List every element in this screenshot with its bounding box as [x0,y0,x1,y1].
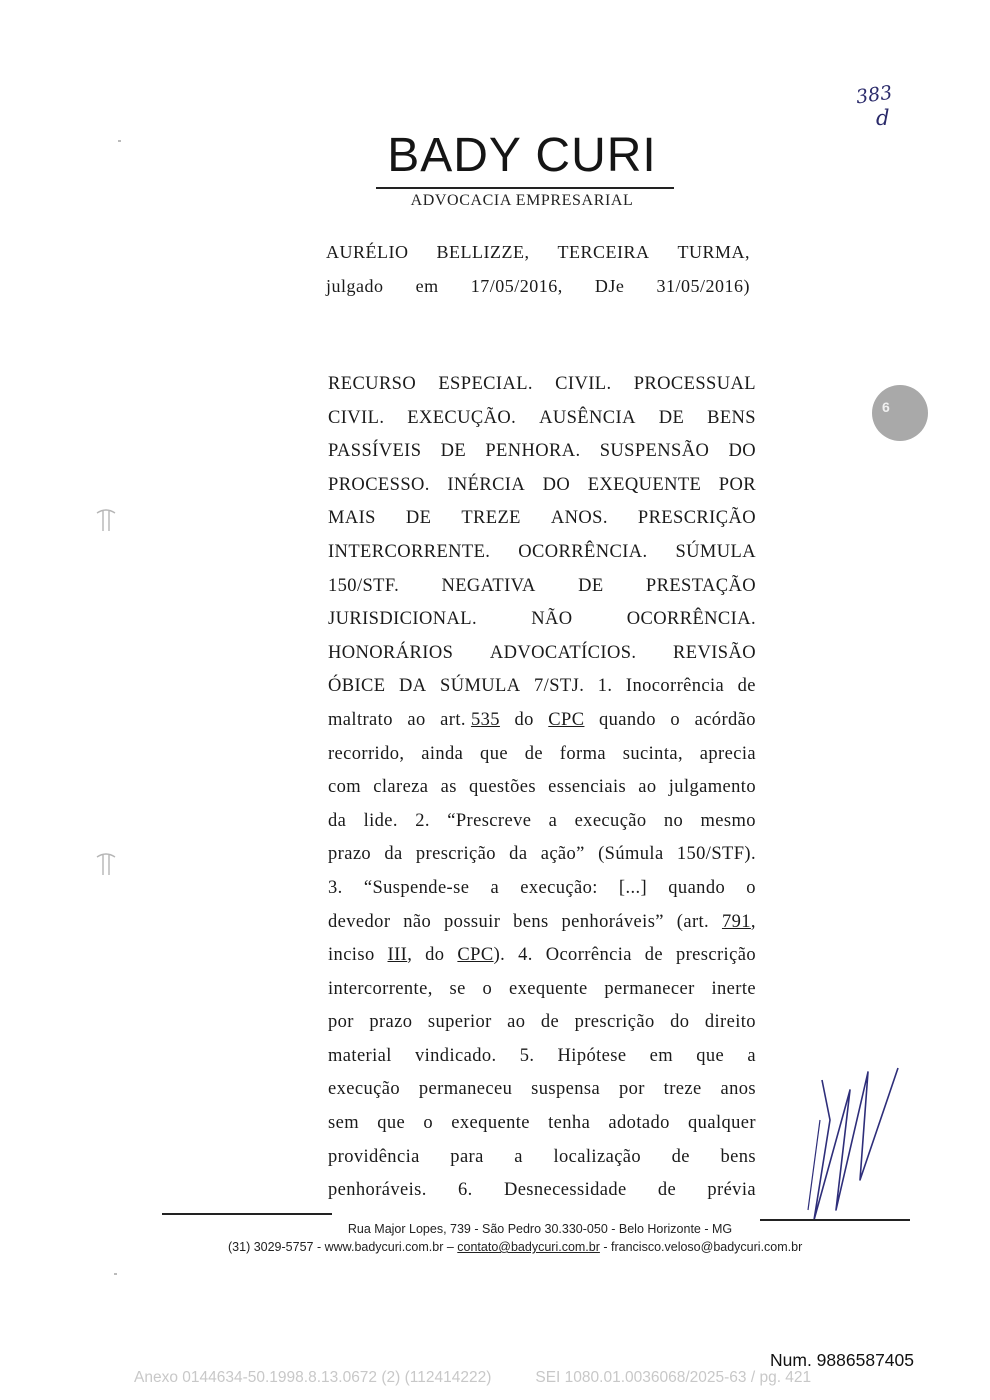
word: INTERCORRENTE. [328,541,491,562]
word: NÃO [531,609,573,630]
word: 7/STJ. [534,676,585,697]
text-line [328,805,756,839]
word: o [670,709,681,730]
word: ao [638,777,657,798]
word: DO [542,474,571,495]
word: DO [728,441,756,462]
word: ÓBICE [328,676,386,697]
word: prescrição [415,844,496,865]
word: - francisco.veloso@badycuri.com.br [599,1240,803,1254]
word: quando [598,709,656,730]
text-line [328,402,756,436]
word: penhoráveis. [328,1180,427,1201]
word: de [671,1146,690,1167]
legal-reference-link[interactable]: 791 [721,911,751,932]
word: PASSÍVEIS [328,441,422,462]
word: em [415,276,439,296]
word: DE [578,575,604,596]
word: bens [513,911,549,932]
word: qualquer [688,1113,756,1134]
text-line [328,1040,756,1074]
word: execução [574,810,647,831]
word: INÉRCIA [447,474,526,495]
word: de [644,945,664,966]
word: ESPECIAL. [438,374,533,394]
word: BENS [707,407,756,428]
word: , [407,945,413,966]
scan-speck [114,1273,117,1275]
word: AUSÊNCIA [539,407,636,428]
punch-hole-mark-icon [94,507,118,531]
word: para [450,1146,484,1167]
word: TERCEIRA [557,242,650,262]
word: quando [668,877,726,898]
word: a [490,877,500,898]
word: ao [507,1012,526,1033]
text-line [328,435,756,469]
word: DJe [594,276,625,296]
footer-contacts [228,1240,848,1254]
word: PENHORA. [485,441,581,462]
word: o [482,978,493,999]
word: de [540,1012,560,1033]
word: acórdão [694,709,756,730]
word: execução [328,1079,401,1100]
word: PRESCRIÇÃO [637,508,756,529]
word: superior [427,1012,492,1033]
word: do [670,1012,690,1033]
word: direito [704,1012,756,1033]
word: sem [328,1113,360,1134]
handwritten-number: 383 [854,81,894,109]
word: as [440,777,457,798]
word: inciso [328,945,375,966]
word: 6. [458,1180,473,1201]
text-line [328,771,756,805]
word: CIVIL. [328,407,385,428]
text-line [328,973,756,1007]
word: 3. [328,877,343,898]
letterhead-subtitle: ADVOCACIA EMPRESARIAL [410,192,634,209]
word: lide. [363,810,398,831]
word: ação” [540,844,585,865]
word: execução: [520,877,598,898]
footer-address: Rua Major Lopes, 739 - São Pedro 30.330-050 - Belo Horizonte - MG [347,1222,733,1236]
word: forma [559,743,606,764]
word: EXECUÇÃO. [407,407,517,428]
word: CIVIL. [555,374,612,394]
word: TURMA, [677,242,750,262]
word: 17/05/2016, [470,276,563,296]
word: da [328,810,347,831]
word: de [524,743,544,764]
text-line [328,670,756,704]
word: Hipótese [557,1045,627,1066]
word: devedor [328,911,391,932]
text-line [328,872,756,906]
intro-line-1 [326,235,750,269]
handwritten-page-note [848,82,918,142]
word: de [737,676,756,697]
word: art. [440,709,466,730]
footer-rule [760,1219,910,1221]
word: penhoráveis” [561,911,664,932]
word: que [696,1045,725,1066]
word: TREZE [461,508,521,529]
word: RECURSO [328,374,417,394]
word: essenciais [548,777,627,798]
word: providência [328,1146,420,1167]
word: localização [553,1146,642,1167]
word: no [663,810,684,831]
text-line [328,469,756,503]
legal-reference-link[interactable]: 535 [470,709,500,730]
word: julgado [326,276,384,296]
word: EXEQUENTE [587,474,702,495]
word: AURÉLIO [326,242,409,262]
word: DA [398,676,427,697]
word: 31/05/2016) [656,276,750,296]
word: REVISÃO [673,642,756,663]
word: a [514,1146,523,1167]
word: vindicado. [414,1045,497,1066]
text-line [328,906,756,940]
word: não [403,911,432,932]
ementa-text [328,368,756,1208]
word: BELLIZZE, [436,242,530,262]
word: do [514,709,534,730]
word: aprecia [699,743,756,764]
word: em [649,1045,674,1066]
word: intercorrente, [328,978,433,999]
word: por [618,1079,645,1100]
word: 5. [519,1045,535,1066]
word: exequente [451,1113,530,1134]
word: permanecer [604,978,695,999]
word: possuir [444,911,501,932]
word: prazo [328,844,372,865]
handwritten-initial: d [876,106,890,130]
word: SÚMULA [675,541,756,562]
word: de [657,1180,677,1201]
word: permaneceu [418,1079,513,1100]
word: NEGATIVA [441,575,536,596]
text-line [328,738,756,772]
word: Inocorrência [625,676,725,697]
text-line [328,1141,756,1175]
word: mesmo [700,810,756,831]
word: prescrição [675,945,756,966]
word: 2. [415,810,430,831]
word: recorrido, [328,743,405,764]
word: PROCESSUAL [633,374,756,394]
word: da [384,844,403,865]
text-line [328,704,756,738]
word: se [449,978,466,999]
sei-reference: SEI 1080.01.0036068/2025-63 / pg. 421 [535,1369,812,1386]
word: ao [407,709,426,730]
word: JURISDICIONAL. [328,609,477,630]
word: sucinta, [622,743,683,764]
word: DE [405,508,432,529]
word: Ocorrência [545,945,632,966]
text-line [328,838,756,872]
word: prazo [369,1012,413,1033]
word: PROCESSO. [328,474,430,495]
document-number-stamp: Num. 9886587405 [770,1350,914,1370]
word: maltrato [328,709,393,730]
annex-stamp [134,1369,914,1387]
word: , [750,911,756,932]
word: ANOS. [550,508,608,529]
text-line [328,1006,756,1040]
intro-line-2 [326,269,750,303]
word: (art. [676,911,710,932]
word: da [509,844,528,865]
text-line [328,502,756,536]
word: exequente [509,978,588,999]
word: a [747,1045,756,1066]
word: MAIS [328,508,376,529]
legal-reference-link[interactable]: CPC [457,945,494,966]
word: 150/STF). [676,844,756,865]
word: julgamento [668,777,756,798]
word: DE [658,407,685,428]
footer-rule [162,1213,332,1215]
word: DE [440,441,467,462]
word: adotado [608,1113,670,1134]
word: clareza [373,777,429,798]
text-line [328,939,756,973]
word: bens [720,1146,756,1167]
text-line [328,603,756,637]
word: prévia [707,1180,756,1201]
punch-hole-mark-icon [94,851,118,875]
word: com [328,777,362,798]
word: prescrição [574,1012,655,1033]
word: (Súmula [598,844,664,865]
word: que [480,743,508,764]
email-link[interactable]: contato@badycuri.com.br [457,1240,600,1254]
word: tenha [548,1113,591,1134]
text-line [328,1174,756,1208]
word: (31) 3029-5757 - www.badycuri.com.br – [228,1240,458,1254]
word: o [746,877,756,898]
word: 4. [518,945,533,966]
handwritten-signature [790,1060,910,1230]
word: treze [663,1079,702,1100]
word: o [423,1113,434,1134]
word: por [328,1012,354,1033]
citation-intro [326,235,750,303]
text-line [328,570,756,604]
text-line [328,368,756,402]
word: SUSPENSÃO [599,441,710,462]
word: anos [720,1079,756,1100]
word: ). [493,945,506,966]
word: OCORRÊNCIA. [626,609,756,630]
word: Desnecessidade [503,1180,627,1201]
word: “Suspende-se [363,877,470,898]
word: do [425,945,445,966]
text-line [328,1073,756,1107]
word: HONORÁRIOS [328,642,454,663]
annex-reference: Anexo 0144634-50.1998.8.13.0672 (2) (112414222) [134,1369,492,1386]
scan-speck [118,140,121,142]
word: OCORRÊNCIA. [518,541,648,562]
word: [...] [618,877,648,898]
word: SÚMULA [440,676,521,697]
legal-reference-link[interactable]: III [387,945,408,966]
word: POR [718,474,756,495]
word: PRESTAÇÃO [645,575,756,596]
word: que [377,1113,406,1134]
word: material [328,1045,392,1066]
word: a [548,810,558,831]
word: “Prescreve [447,810,532,831]
page-number-badge: 6 [872,385,928,441]
legal-reference-link[interactable]: CPC [548,709,585,730]
word: 1. [597,676,613,697]
word: inerte [711,978,756,999]
word: suspensa [531,1079,601,1100]
word: 150/STF. [328,575,400,596]
letterhead-rule [376,187,674,189]
word: questões [469,777,536,798]
word: ainda [421,743,464,764]
text-line [328,536,756,570]
text-line [328,1107,756,1141]
text-line [328,637,756,671]
word: ADVOCATÍCIOS. [489,642,637,663]
letterhead-name: BADY CURI [387,129,657,182]
